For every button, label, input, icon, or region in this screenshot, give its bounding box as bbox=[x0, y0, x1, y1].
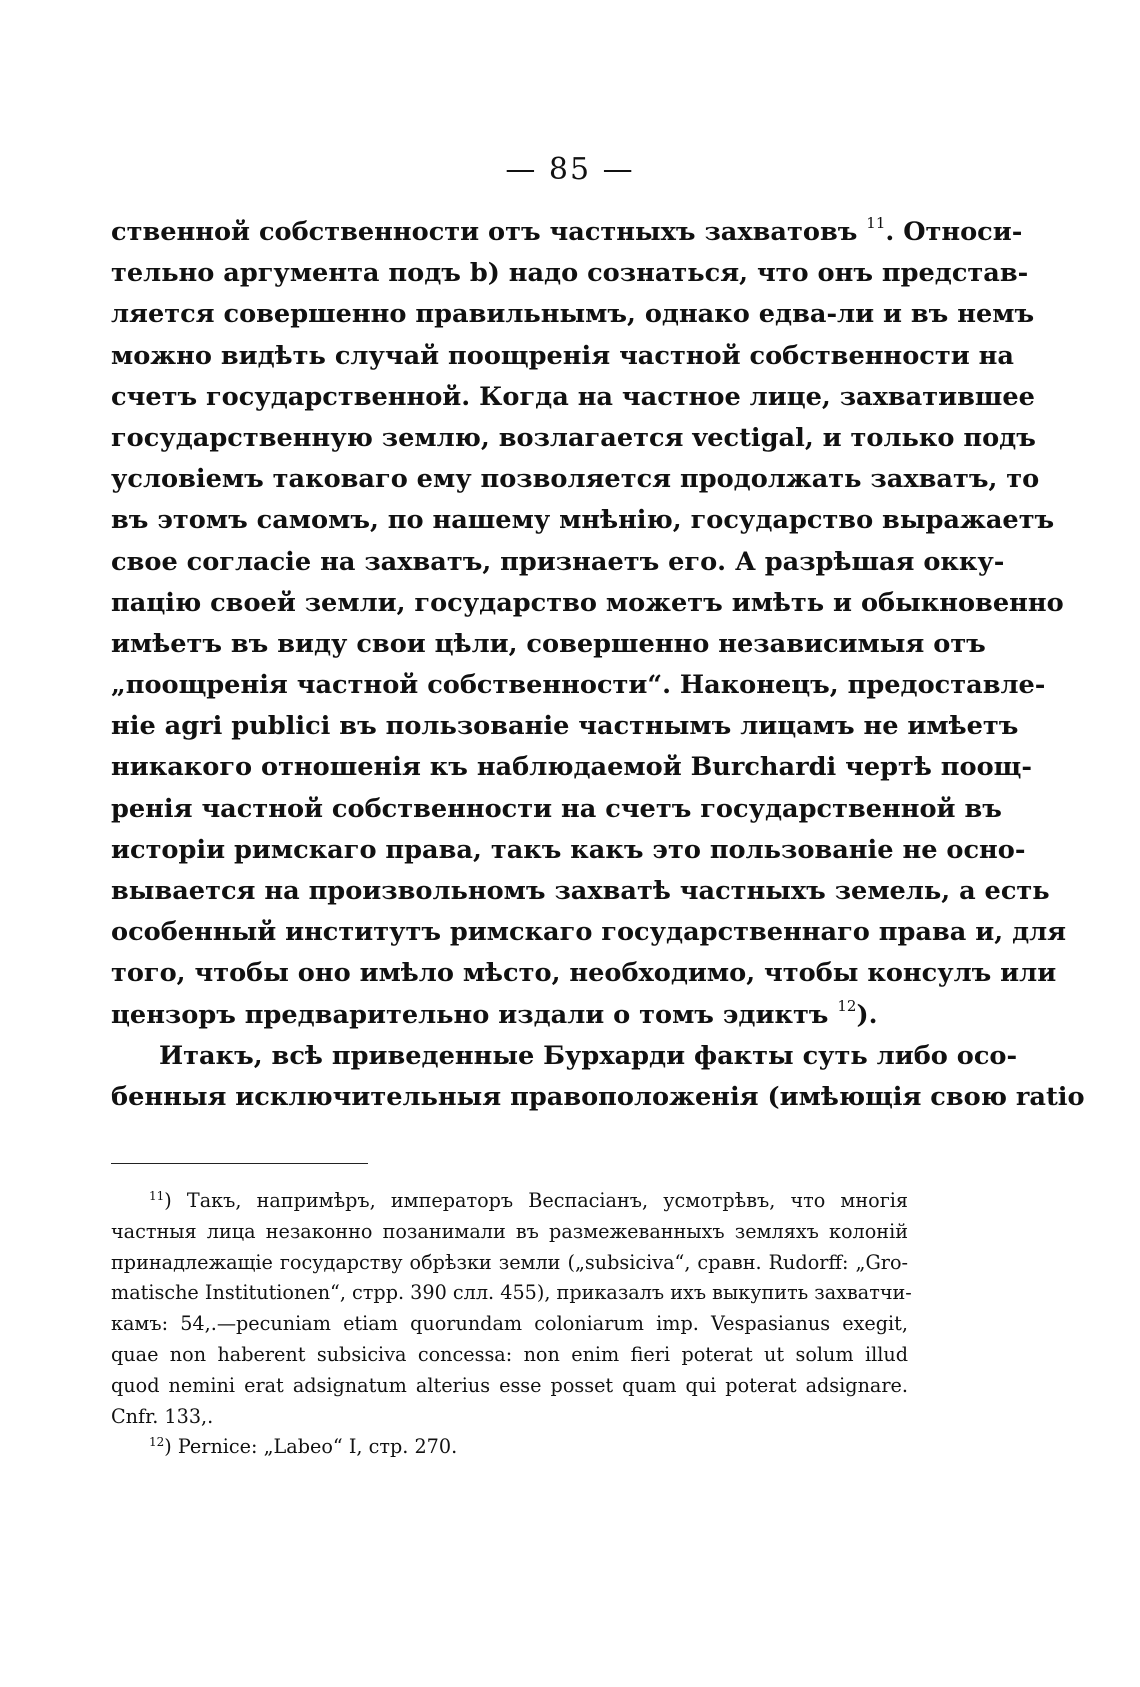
text-line: особенный институтъ римскаго государственнаго права и, для bbox=[111, 917, 1067, 948]
text-line: ляется совершенно правильнымъ, однако едва-ли и въ немъ bbox=[111, 299, 1035, 330]
text-line bbox=[111, 995, 908, 1036]
text-line: того, чтобы оно имѣло мѣсто, необходимо, чтобы консулъ или bbox=[111, 958, 1057, 989]
footnote-ref: 11 bbox=[866, 214, 886, 232]
text-line: бенныя исключительныя правоположенія (имѣющія свою ratio bbox=[111, 1081, 1085, 1112]
text-line: условіемъ таковаго ему позволяется продолжать захватъ, то bbox=[111, 464, 1040, 495]
line-text: ственной собственности отъ частныхъ захватовъ bbox=[111, 217, 858, 247]
line-text: ) Pernice: „Labeo“ I, стр. 270. bbox=[164, 1435, 458, 1459]
footnote-mark: 12 bbox=[149, 1435, 165, 1450]
text-line: Итакъ, всѣ приведенные Бурхарди факты суть либо осо- bbox=[159, 1040, 1018, 1071]
text-line: тельно аргумента подъ b) надо сознаться, что онъ представ- bbox=[111, 258, 1029, 289]
text-line: ніе agri publici въ пользованіе частнымъ лицамъ не имѣетъ bbox=[111, 711, 1019, 742]
text-line: вывается на произвольномъ захватѣ частныхъ земель, а есть bbox=[111, 876, 1050, 906]
footnotes bbox=[111, 1186, 912, 1463]
text-line: ренія частной собственности на счетъ государственной въ bbox=[111, 793, 1002, 824]
footnote-line: частныя лица незаконно позанимали въ размежеванныхъ земляхъ колоній bbox=[111, 1219, 908, 1243]
footnote-line bbox=[111, 1432, 908, 1463]
text-line: въ этомъ самомъ, по нашему мнѣнію, государство выражаетъ bbox=[111, 505, 1055, 536]
text-line bbox=[111, 212, 1023, 253]
footnote-mark: 11 bbox=[149, 1189, 165, 1203]
text-line: исторіи римскаго права, такъ какъ это пользованіе не осно- bbox=[111, 834, 1026, 865]
text-line: имѣетъ въ виду свои цѣли, совершенно независимыя отъ bbox=[111, 628, 986, 659]
line-tail: . Относи- bbox=[885, 217, 1023, 247]
line-text: цензоръ предварительно издали о томъ эдиктъ bbox=[111, 999, 829, 1030]
text-line: никакого отношенія къ наблюдаемой Burchardi чертѣ поощ- bbox=[111, 752, 1033, 783]
line-text: ) Такъ, напримѣръ, императоръ Веспасіанъ, усмотрѣвъ, что многія bbox=[164, 1189, 908, 1212]
footnote-line bbox=[111, 1186, 908, 1217]
text-line: свое согласіе на захватъ, признаетъ его. А разрѣшая окку- bbox=[111, 546, 1005, 577]
footnote-line: quod nemini erat adsignatum alterius esse posset quam qui poterat adsignare. bbox=[111, 1373, 908, 1397]
footnote-ref: 12 bbox=[837, 996, 857, 1015]
text-line: можно видѣть случай поощренія частной собственности на bbox=[111, 340, 1014, 371]
footnote-line: quae non haberent subsiciva concessa: non enim fieri poterat ut solum illud bbox=[111, 1342, 908, 1366]
page-number: — 85 — bbox=[505, 152, 635, 187]
main-text bbox=[111, 212, 1085, 1118]
text-line: счетъ государственной. Когда на частное лице, захватившее bbox=[111, 381, 1035, 412]
text-line: пацію своей земли, государство можетъ имѣть и обыкновенно bbox=[111, 587, 1064, 618]
text-line: „поощренія частной собственности“. Наконецъ, предоставле- bbox=[111, 670, 1046, 701]
footnote-line: Cnfr. 133,. bbox=[111, 1404, 214, 1428]
footnote-line: камъ: 54,.—pecuniam etiam quorundam coloniarum imp. Vespasianus exegit, bbox=[111, 1312, 908, 1336]
footnote-divider bbox=[111, 1163, 368, 1164]
line-tail: ). bbox=[856, 999, 878, 1030]
text-line: государственную землю, возлагается vectigal, и только подъ bbox=[111, 422, 1036, 453]
footnote-line: принадлежащіе государству обрѣзки земли („subsiciva“, сравн. Rudorff: „Gro- bbox=[111, 1250, 908, 1274]
footnote-line: matische Institutionen“, стрр. 390 слл. 455), приказалъ ихъ выкупить захватчи- bbox=[111, 1281, 912, 1305]
